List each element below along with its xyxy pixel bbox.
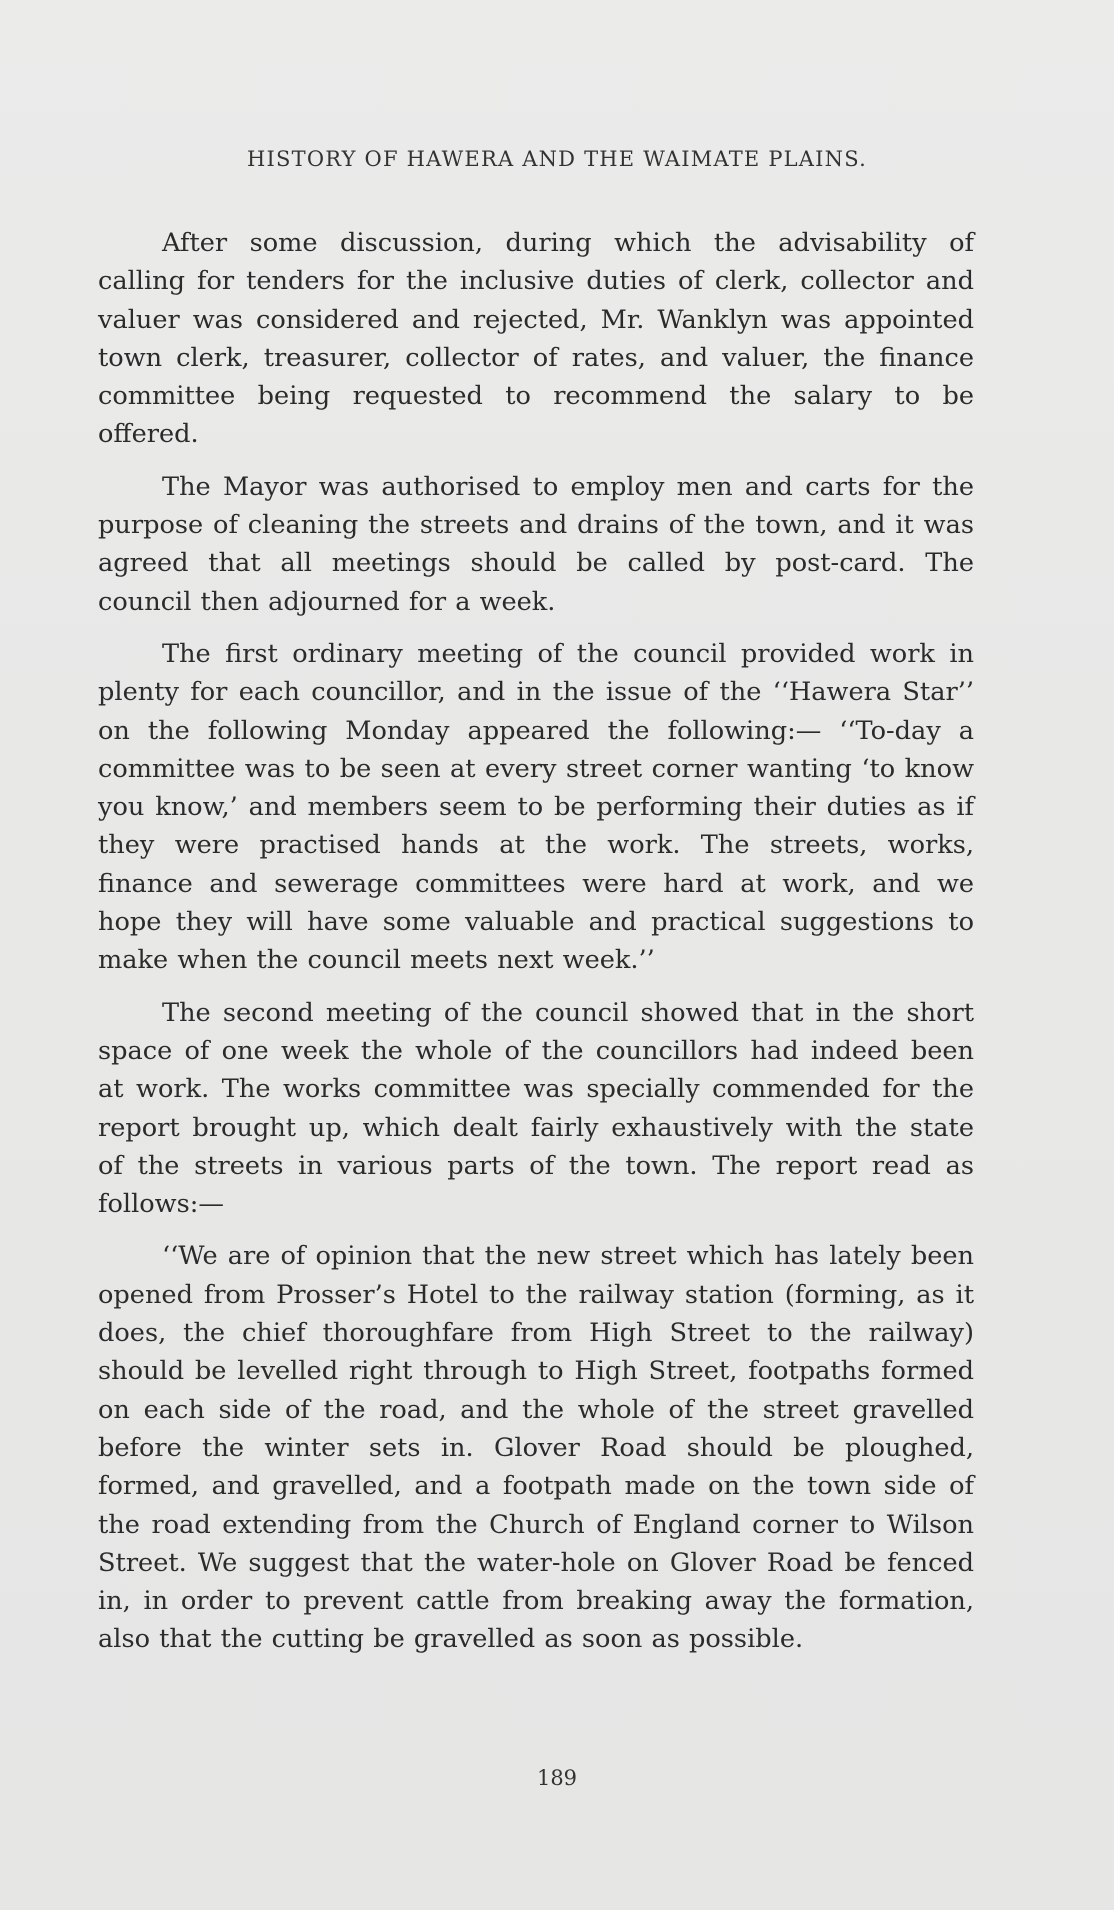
- paragraph: The Mayor was authorised to employ men and carts for the purpose of cleaning the streets and drains of the town, and it was agreed that all meetings should be called by post-card. The council then adjourned for a week.: [98, 471, 974, 617]
- running-head: HISTORY OF HAWERA AND THE WAIMATE PLAINS.: [247, 147, 867, 171]
- page-number: 189: [536, 1766, 578, 1790]
- paragraph: ‘‘We are of opinion that the new street which has lately been opened from Prosser’s Hotel to the railway station (forming, as it does, the chief thoroughfare from High Street to the railway) should be levelled right through to High Street, footpaths formed on each side of the road, and the whole of the street gravelled before the winter sets in. Glover Road should be ploughed, formed, and gravelled, and a footpath made on the town side of the road extending from the Church of England corner to Wilson Street. We suggest that the water-hole on Glover Road be fenced in, in order to prevent cattle from breaking away the formation, also that the cutting be gravelled as soon as possible.: [98, 1241, 974, 1655]
- paragraph: The second meeting of the council showed that in the short space of one week the whole of the councillors had indeed been at work. The works committee was specially commended for the report brought up, which dealt fairly exhaustively with the state of the streets in various parts of the town. The report read as follows:—: [98, 997, 974, 1220]
- paragraph: After some discussion, during which the advisability of calling for tenders for the inclusive duties of clerk, collector and valuer was considered and rejected, Mr. Wanklyn was appointed town clerk, treasurer, collector of rates, and valuer, the finance committee being requested to recommend the salary to be offered.: [98, 228, 974, 450]
- paragraph: The first ordinary meeting of the council provided work in plenty for each councillor, and in the issue of the ‘‘Hawera Star’’ on the following Monday appeared the following:— ‘‘To-day a committee was to be seen at every street corner wanting ‘to know you know,’ and members seem to be performing their duties as if they were practised hands at the work. The streets, works, finance and sewerage committees were hard at work, and we hope they will have some valuable and practical suggestions to make when the council meets next week.’’: [98, 638, 974, 976]
- body-text: [98, 224, 974, 1673]
